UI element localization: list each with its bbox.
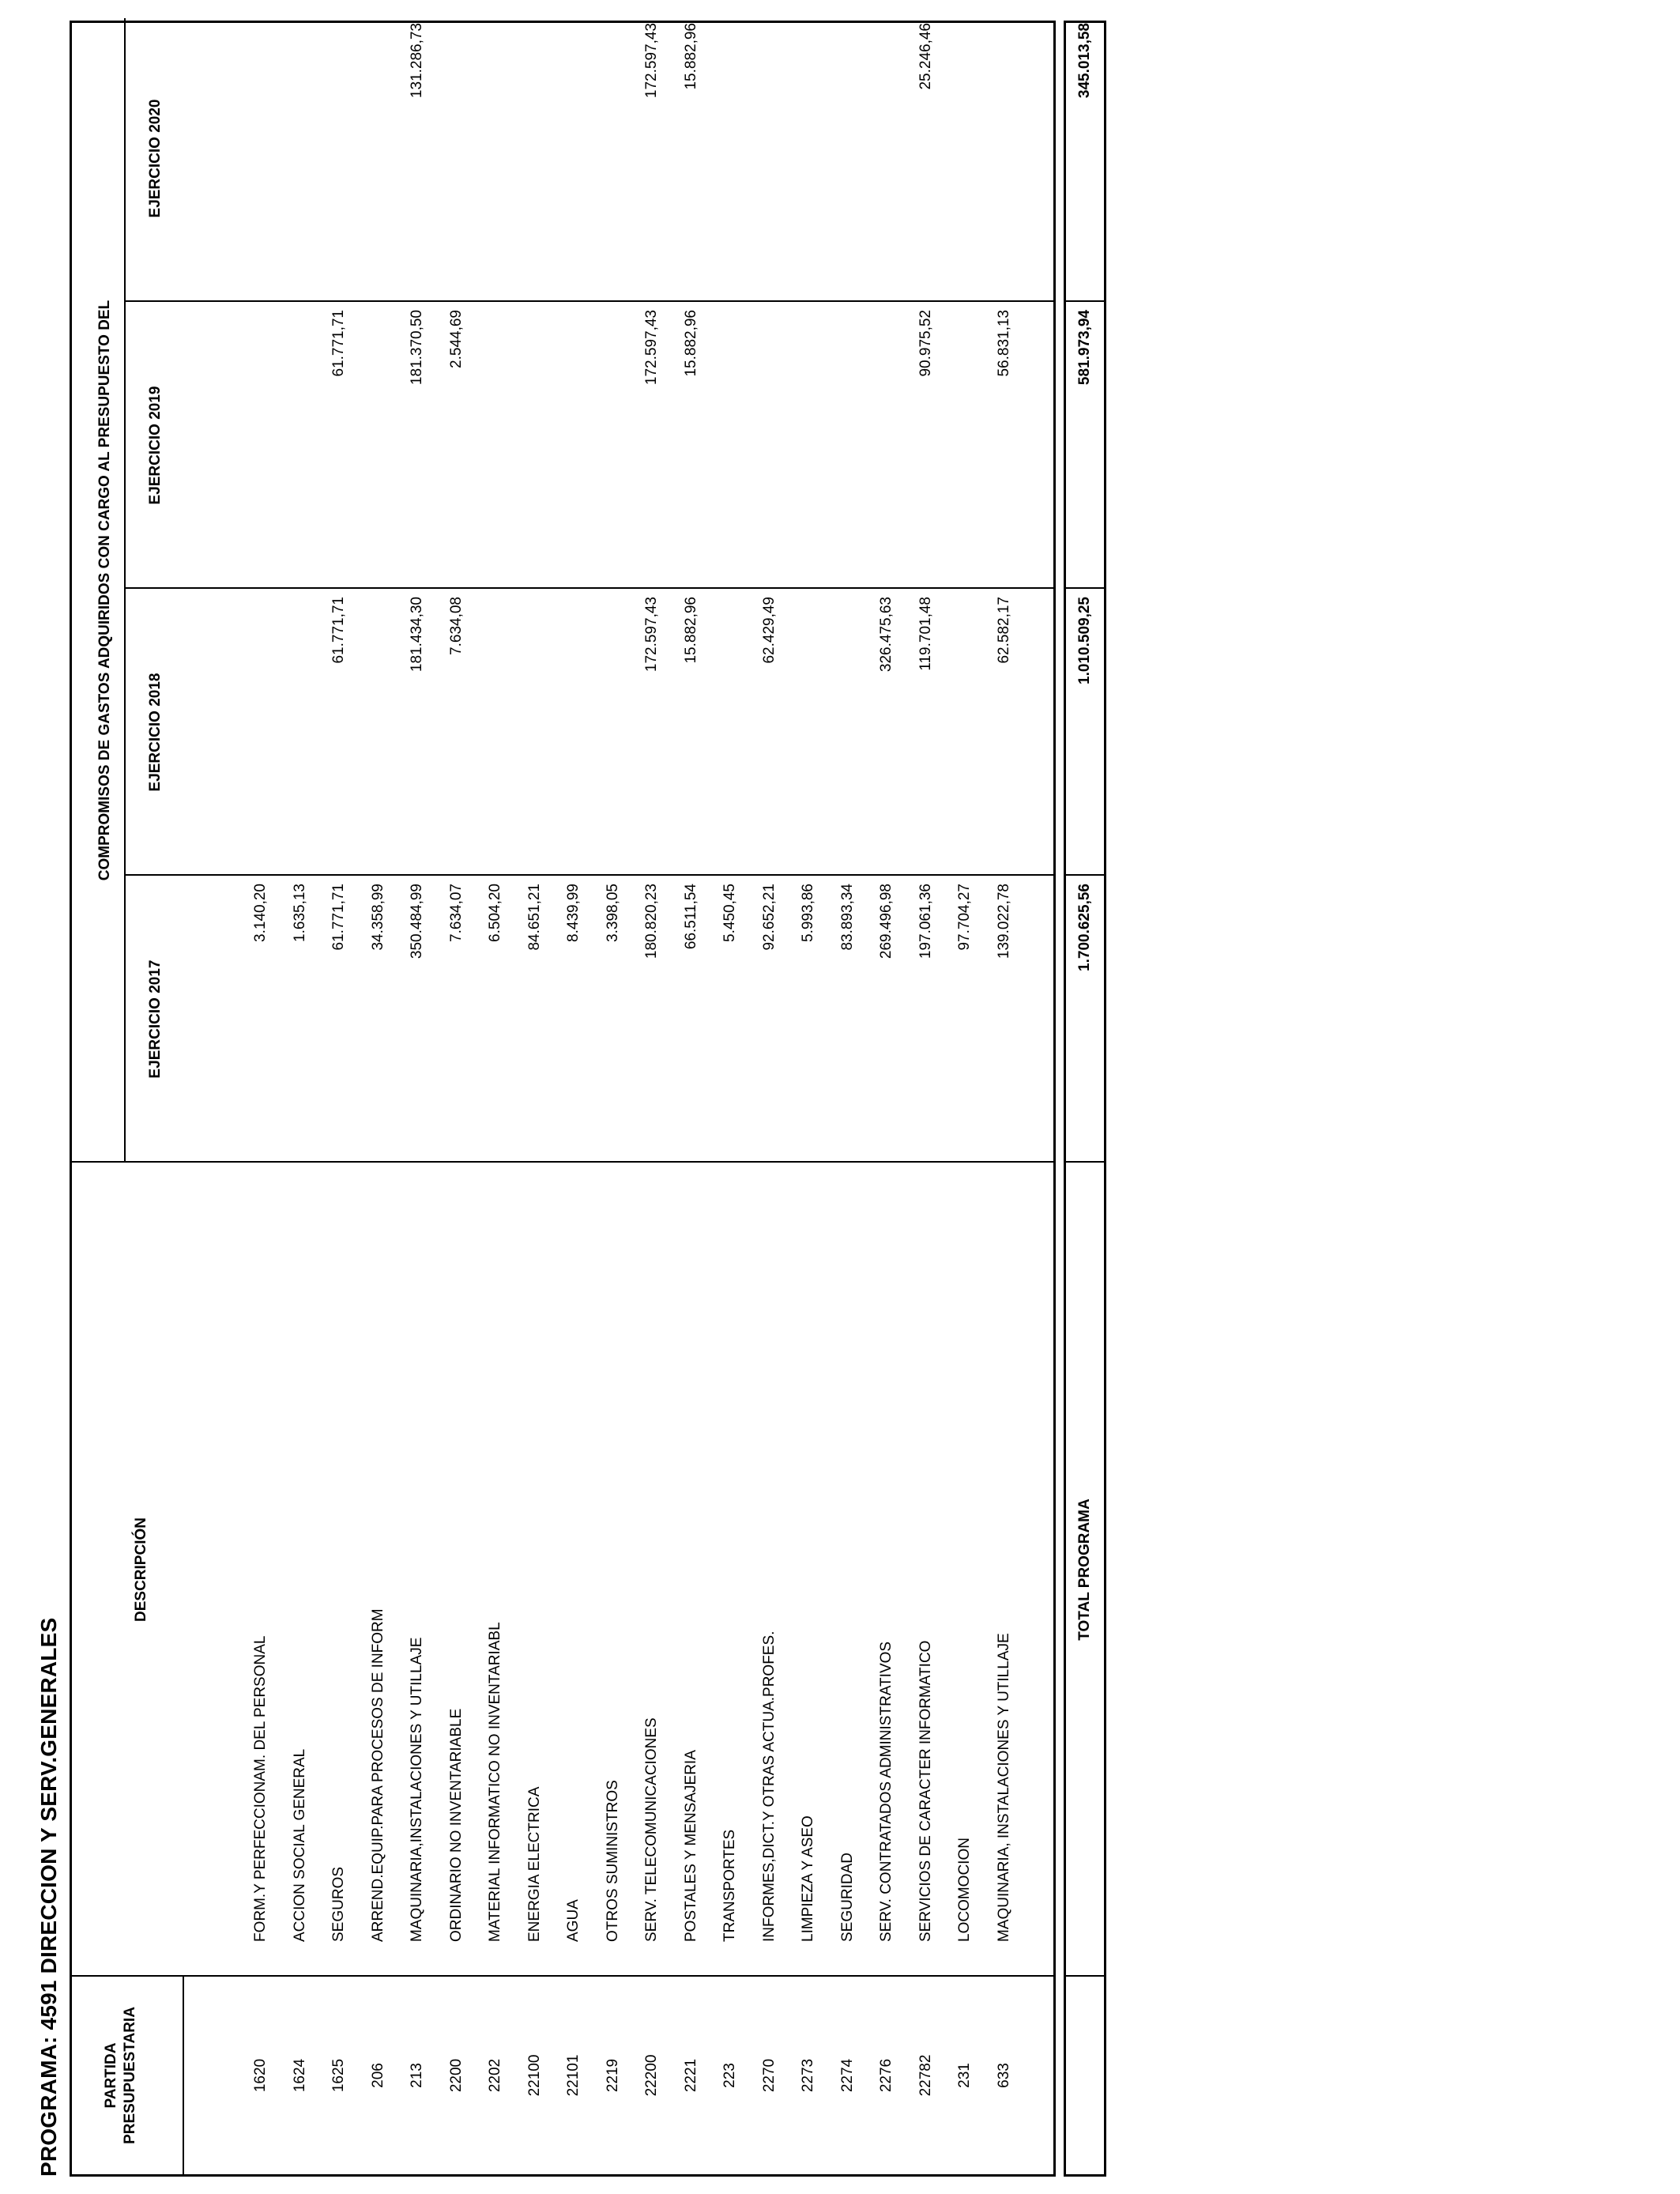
table-row <box>988 18 1021 2174</box>
page-title: PROGRAMA: 4591 DIRECCION Y SERV.GENERALES <box>36 1617 61 2177</box>
table-row <box>675 18 708 2174</box>
row-2017: 350.484,99 <box>409 884 425 959</box>
header-2017: EJERCICIO 2017 <box>147 959 164 1079</box>
row-2018: 61.771,71 <box>330 597 347 664</box>
row-code: 22200 <box>643 2054 660 2097</box>
commitments-table <box>70 21 1056 2177</box>
row-2018: 7.634,08 <box>447 597 465 655</box>
row-2017: 34.358,99 <box>369 884 386 951</box>
row-2017: 6.504,20 <box>487 884 503 942</box>
header-partida <box>102 1977 140 2174</box>
row-2018: 119.701,48 <box>917 597 934 671</box>
header-2019: EJERCICIO 2019 <box>147 386 164 505</box>
total-label: TOTAL PROGRAMA <box>1076 1498 1093 1641</box>
row-code: 633 <box>995 2063 1012 2088</box>
row-2019: 56.831,13 <box>995 310 1012 377</box>
row-code: 2273 <box>800 2058 816 2093</box>
row-2017: 66.511,54 <box>682 884 699 950</box>
row-code: 2202 <box>487 2058 503 2093</box>
row-code: 2200 <box>447 2058 465 2093</box>
row-description: MAQUINARIA, INSTALACIONES Y UTILLAJE <box>995 1633 1012 1942</box>
header-2018: EJERCICIO 2018 <box>147 673 164 792</box>
row-code: 213 <box>409 2063 425 2088</box>
table-row <box>714 18 747 2174</box>
table-row <box>322 18 356 2174</box>
row-2017: 1.635,13 <box>291 884 308 942</box>
row-2017: 84.651,21 <box>525 884 543 951</box>
row-2017: 5.993,86 <box>800 884 816 942</box>
row-code: 2219 <box>604 2058 621 2093</box>
table-row <box>831 18 864 2174</box>
row-2020: 172.597,43 <box>643 23 660 99</box>
row-2020: 15.882,96 <box>682 23 699 90</box>
row-2017: 97.704,27 <box>956 884 973 951</box>
row-description: MATERIAL INFORMATICO NO INVENTARIABL <box>487 1622 503 1942</box>
table-row <box>635 18 669 2174</box>
row-2017: 8.439,99 <box>565 884 582 942</box>
table-row <box>284 18 317 2174</box>
table-row <box>557 18 590 2174</box>
row-description: AGUA <box>565 1899 582 1942</box>
table-row <box>440 18 473 2174</box>
row-code: 2270 <box>760 2058 778 2093</box>
row-2019: 90.975,52 <box>917 310 934 377</box>
row-code: 2276 <box>878 2058 895 2093</box>
row-description: ACCION SOCIAL GENERAL <box>291 1748 308 1942</box>
row-description: LOCOMOCION <box>956 1838 973 1942</box>
row-2019: 15.882,96 <box>682 310 699 377</box>
total-2018: 1.010.509,25 <box>1076 597 1093 684</box>
row-2019: 2.544,69 <box>447 310 465 368</box>
row-2017: 7.634,07 <box>447 884 465 942</box>
table-row <box>597 18 630 2174</box>
row-2017: 180.820,23 <box>643 884 660 959</box>
row-2017: 197.061,36 <box>917 884 934 959</box>
row-description: ARREND.EQUIP.PARA PROCESOS DE INFORM <box>369 1608 386 1942</box>
table-row <box>870 18 903 2174</box>
row-code: 1624 <box>291 2058 308 2093</box>
table-row <box>479 18 512 2174</box>
header-partida-line1: PARTIDA <box>103 2042 119 2109</box>
total-row <box>1064 21 1106 2177</box>
row-2018: 172.597,43 <box>643 597 660 673</box>
row-description: FORM.Y PERFECCIONAM. DEL PERSONAL <box>252 1635 269 1942</box>
row-2017: 61.771,71 <box>330 884 347 951</box>
table-row <box>401 18 434 2174</box>
row-2019: 181.370,50 <box>409 310 425 386</box>
header-group: COMPROMISOS DE GASTOS ADQUIRIDOS CON CARGO AL PRESUPUESTO DEL <box>96 300 113 881</box>
row-2018: 62.582,17 <box>995 597 1012 664</box>
row-description: MAQUINARIA,INSTALACIONES Y UTILLAJE <box>409 1637 425 1942</box>
total-2020: 345.013,58 <box>1076 23 1093 99</box>
row-code: 1620 <box>252 2058 269 2093</box>
row-code: 22100 <box>525 2054 543 2097</box>
row-code: 1625 <box>330 2058 347 2093</box>
row-description: INFORMES,DICT.Y OTRAS ACTUA.PROFES. <box>760 1630 778 1942</box>
row-description: POSTALES Y MENSAJERIA <box>682 1750 699 1942</box>
row-2020: 25.246,46 <box>917 23 934 90</box>
row-2017: 92.652,21 <box>760 884 778 951</box>
row-2017: 139.022,78 <box>995 884 1012 959</box>
total-2019: 581.973,94 <box>1076 310 1093 386</box>
total-2017: 1.700.625,56 <box>1076 884 1093 971</box>
header-descripcion: DESCRIPCIÓN <box>133 1517 149 1622</box>
row-2017: 3.398,05 <box>604 884 621 942</box>
row-code: 2221 <box>682 2058 699 2093</box>
row-description: SERV. TELECOMUNICACIONES <box>643 1717 660 1942</box>
table-row <box>244 18 277 2174</box>
row-code: 231 <box>956 2063 973 2088</box>
header-2020: EJERCICIO 2020 <box>147 99 164 218</box>
row-description: ORDINARIO NO INVENTARIABLE <box>447 1708 465 1942</box>
table-row <box>362 18 395 2174</box>
group-header-divider <box>124 18 126 1163</box>
row-description: ENERGIA ELECTRICA <box>525 1786 543 1942</box>
row-description: SEGURIDAD <box>838 1853 856 1942</box>
row-code: 223 <box>721 2063 738 2088</box>
row-description: SERVICIOS DE CARACTER INFORMATICO <box>917 1640 934 1942</box>
row-code: 22782 <box>917 2054 934 2097</box>
row-2017: 269.496,98 <box>878 884 895 959</box>
table-row <box>948 18 981 2174</box>
row-2018: 181.434,30 <box>409 597 425 673</box>
table-row <box>518 18 552 2174</box>
row-description: TRANSPORTES <box>721 1829 738 1942</box>
row-2020: 131.286,73 <box>409 23 425 99</box>
row-2017: 83.893,34 <box>838 884 856 951</box>
table-row <box>910 18 943 2174</box>
row-code: 206 <box>369 2063 386 2088</box>
row-2019: 172.597,43 <box>643 310 660 386</box>
row-2017: 5.450,45 <box>721 884 738 942</box>
partida-header-divider <box>183 1977 184 2174</box>
row-description: SERV. CONTRATADOS ADMINISTRATIVOS <box>878 1641 895 1942</box>
row-description: SEGUROS <box>330 1866 347 1942</box>
row-2018: 62.429,49 <box>760 597 778 664</box>
table-row <box>792 18 825 2174</box>
row-2017: 3.140,20 <box>252 884 269 942</box>
row-description: OTROS SUMINISTROS <box>604 1780 621 1942</box>
header-partida-line2: PRESUPUESTARIA <box>122 2007 138 2144</box>
row-code: 22101 <box>565 2054 582 2097</box>
row-2018: 326.475,63 <box>878 597 895 673</box>
row-code: 2274 <box>838 2058 856 2093</box>
table-row <box>753 18 786 2174</box>
row-description: LIMPIEZA Y ASEO <box>800 1815 816 1942</box>
row-2018: 15.882,96 <box>682 597 699 664</box>
row-2019: 61.771,71 <box>330 310 347 377</box>
